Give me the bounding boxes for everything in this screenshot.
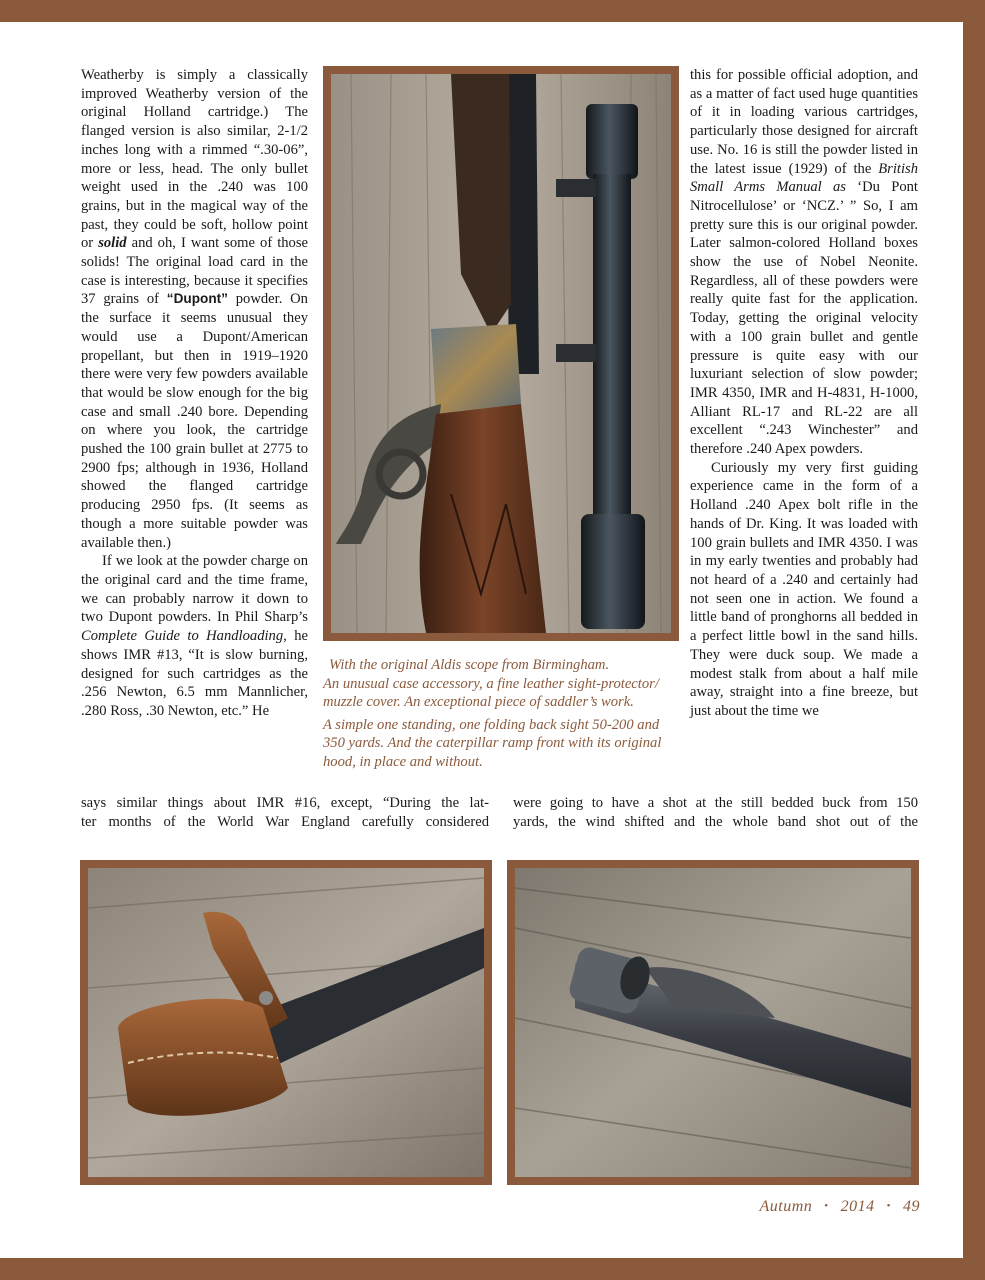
article-bottom-left [81, 794, 489, 831]
paragraph: this for possible official adoption, and as a matter of fact used huge quantities of it in loading various cartridges, particularly those designed for aircraft use. No. 16 is still the powder listed in the latest issue (1929) of the British Small Arms Manual as ‘Du Pont Nitrocellulose’ or ‘NCZ.’ ” So, I am pretty sure this is our original powder. Later salmon-colored Holland boxes show the use of Nobel Neonite. Regardless, all of these powders were really quite fast for the application. Today, getting the original velocity with a 100 grain bullet and gentle pressure is quite easy with our luxuriant selection of slow powder; IMR 4350, IMR and H-4831, H-1000, Alliant RL-17 and RL-22 are all excellent “.243 Winchester” and therefore .240 Apex powders. [690, 67, 918, 458]
page-number: 49 [903, 1198, 920, 1215]
paragraph: Curiously my very first guiding experience came in the form of a Holland .240 Apex bolt rifle in the hands of Dr. King. It was loaded with 100 grain bullets and IMR 4350. I was in my early twenties and probably had not heard of a .240 and certainly had not seen one in action. We found a little band of pronghorns all bedded in a perfect little bowl in the sand hills. They were duck soup. We made a modest stalk from about a half mile away, straight into a fine breeze, but just about the time we [690, 459, 918, 719]
article-column-right [690, 66, 918, 721]
caption-line: An unusual case accessory, a fine leather sight-protector/ muzzle cover. An exceptional piece of saddler’s work. [323, 675, 659, 711]
footer-separator: • [886, 1200, 891, 1212]
text-line: yards, the wind shifted and the whole band shot out of the [513, 813, 918, 830]
caption-line: A simple one standing, one folding back sight 50-200 and 350 yards. And the caterpillar ramp front with its original hood, in place and without. [323, 716, 662, 770]
issue-season: Autumn [759, 1198, 813, 1215]
page-border-top [0, 0, 985, 22]
caption-line: With the original Aldis scope from Birmingham. [329, 657, 610, 673]
issue-year: 2014 [840, 1198, 875, 1215]
page-border-bottom [0, 1258, 985, 1280]
front-sight-photo [515, 868, 911, 1177]
page-footer [620, 1198, 920, 1216]
front-sight-hood-image [515, 868, 911, 1177]
footer-separator: • [824, 1200, 829, 1212]
paragraph: Weatherby is simply a classically improved Weatherby version of the original Holland cartridge.) The flanged version is also similar, 2-1/2 inches long with a rimmed “.30-06”, more or less, head. The only bullet weight used in the .240 was 100 grains, but in the magical way of the past, they could be soft, hollow point or solid and oh, I want some of those solids! The original load card in the case is interesting, because it specifies 37 grains of “Dupont” powder. On the surface it seems unusual they would use a Dupont/American propellant, but then in 1919–1920 there were very few powders available that would be slow enough for the big case and small .240 bore. Depending on where you look, the cartridge pushed the 100 grain bullet at 2775 to 2900 fps; although in 1936, Holland showed the flanged cartridge producing 2950 fps. (It seems as though a more suitable powder was available then.) [81, 67, 308, 551]
article-bottom-right [513, 794, 918, 831]
text-line: were going to have a shot at the still bedded buck from 150 [513, 795, 918, 811]
page-border-right [963, 0, 985, 1280]
rifle-with-scope-photo [331, 74, 671, 633]
article-column-left [81, 66, 308, 721]
leather-muzzle-cover-image [88, 868, 484, 1177]
paragraph: If we look at the powder charge on the original card and the time frame, we can probably narrow it down to two Dupont powders. In Phil Sharp’s Complete Guide to Handloading, he shows IMR #13, “It is slow burning, designed for such cartridges as the .256 Newton, 6.5 mm Mannlicher, .280 Ross, .30 Newton, etc.” He [81, 553, 308, 719]
muzzle-cover-photo [88, 868, 484, 1177]
photo-caption [323, 656, 679, 772]
rifle-with-scope-image [331, 74, 671, 633]
text-line: says similar things about IMR #16, except, “During the lat- [81, 795, 489, 811]
text-line: ter months of the World War England carefully considered [81, 813, 489, 830]
